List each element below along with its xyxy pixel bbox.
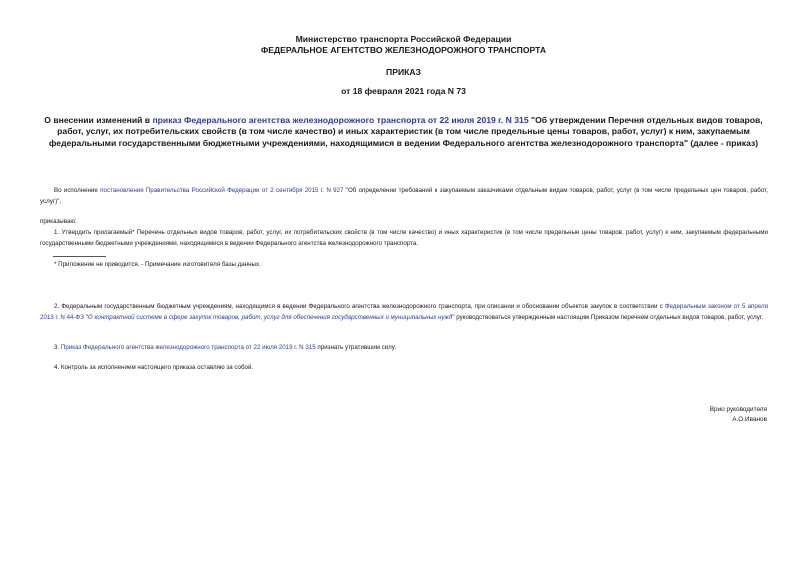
title-link[interactable]: приказ Федерального агентства железнодорожного транспорта от 22 июля 2019 г. N 315	[152, 115, 529, 125]
preamble-link[interactable]: постановления Правительства Российской Федерации от 2 сентября 2015 г. N 927	[100, 187, 344, 194]
paragraph-4: 4. Контроль за исполнением настоящего приказа оставляю за собой.	[54, 364, 254, 371]
agency-name: ФЕДЕРАЛЬНОЕ АГЕНТСТВО ЖЕЛЕЗНОДОРОЖНОГО ТРАНСПОРТА	[260, 45, 547, 55]
footnote: * Приложение не приводится. - Примечание изготовителя базы данных.	[54, 261, 261, 268]
document-title	[40, 115, 767, 149]
title-prefix: О внесении изменений в	[44, 115, 153, 125]
p2-text-b: "	[84, 313, 88, 321]
preamble-suffix: "Об определении требований к закупаемым заказчиками отдельным видам товаров, работ, услуг (в том числе предельных цен товаров, работ, услуг)",	[40, 187, 768, 205]
paragraph-3	[40, 343, 768, 354]
footnote-divider	[53, 256, 106, 257]
order-word: приказываю:	[40, 218, 77, 225]
document-type: ПРИКАЗ	[386, 67, 421, 77]
title-suffix: "Об утверждении Перечня отдельных видов товаров, работ, услуг, их потребительских свойств (в том числе качество) и иных характеристик (в том числе предельные цены товаров, работ, услуг) к ним, закупаемым федеральными государственными бюджетными учреждениями, находящимися в ведении Федерального агентства железнодорожного транспорта" (далее - приказ)	[48, 115, 763, 148]
p3-text-a: 3.	[54, 344, 61, 351]
signature-position: Врио руководителя	[709, 406, 767, 413]
ministry-name: Министерство транспорта Российской Федерации	[295, 34, 512, 44]
p2-law-link[interactable]: Федеральным законом от 5 апреля 2013 г. N 44-ФЗ	[40, 303, 769, 321]
p3-text-b: признать утратившим силу.	[315, 344, 396, 351]
p2-text-c: " руководствоваться утвержденным настоящим Приказом перечнем отдельных видов товаров, работ, услуг.	[452, 313, 764, 321]
paragraph-2	[40, 302, 768, 323]
signature-name: А.О.Иванов	[732, 416, 767, 423]
preamble-prefix: Во исполнение	[54, 187, 101, 194]
paragraph-1: 1. Утвердить прилагаемый* Перечень отдельных видов товаров, работ, услуг, их потребительских свойств (в том числе качество) и иных характеристик (в том числе предельные цены товаров, работ, услуг) к ним, закупаемым федеральными государственными бюджетными учреждениями, находящимися в ведении Федерального агентства железнодорожного транспорта.	[40, 229, 768, 247]
p2-title-link[interactable]: О контрактной системе в сфере закупок товаров, работ, услуг для обеспечения государственных и муниципальных нужд	[87, 313, 453, 321]
p3-order-link[interactable]: Приказ Федерального агентства железнодорожного транспорта от 22 июля 2019 г. N 315	[60, 344, 316, 351]
preamble-paragraph	[40, 186, 768, 207]
document-date: от 18 февраля 2021 года N 73	[341, 86, 466, 96]
p2-text-a: 2. Федеральным государственным бюджетным учреждениям, находящимся в ведении Федерального агентства железнодорожного транспорта, при описании и обосновании объектов закупок в соответствии с	[54, 303, 665, 310]
